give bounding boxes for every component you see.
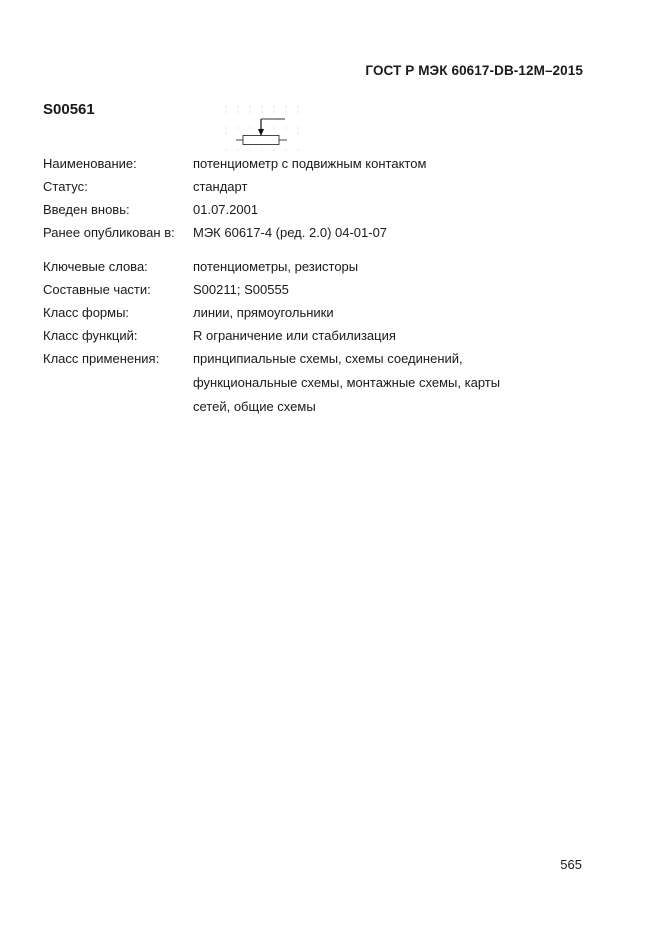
field-label: Класс применения:: [43, 351, 160, 366]
field-value-line: сетей, общие схемы: [193, 399, 316, 414]
field-value: R ограничение или стабилизация: [193, 328, 396, 343]
field-label: Ранее опубликован в:: [43, 225, 175, 240]
field-label: Наименование:: [43, 156, 137, 171]
field-label: Ключевые слова:: [43, 259, 148, 274]
field-label: Составные части:: [43, 282, 151, 297]
field-label: Класс формы:: [43, 305, 130, 320]
field-label: Класс функций:: [43, 328, 138, 343]
field-value: потенциометры, резисторы: [193, 259, 359, 274]
document-header: ГОСТ Р МЭК 60617-DB-12M–2015: [365, 63, 583, 78]
symbol-code: S00561: [43, 101, 95, 118]
field-label: Введен вновь:: [43, 202, 130, 217]
potentiometer-with-sliding-contact-icon: [220, 100, 310, 155]
field-label: Статус:: [43, 179, 88, 194]
field-value-line: функциональные схемы, монтажные схемы, карты: [193, 375, 501, 390]
field-value: S00211; S00555: [193, 282, 289, 297]
field-value: 01.07.2001: [193, 202, 259, 217]
page-number: 565: [560, 857, 582, 872]
grid-dots: [225, 105, 298, 150]
field-value: линии, прямоугольники: [193, 305, 334, 320]
field-value: стандарт: [193, 179, 248, 194]
field-value-line: принципиальные схемы, схемы соединений,: [193, 351, 463, 366]
field-value: потенциометр с подвижным контактом: [193, 156, 427, 171]
field-value: МЭК 60617-4 (ред. 2.0) 04-01-07: [193, 225, 388, 240]
